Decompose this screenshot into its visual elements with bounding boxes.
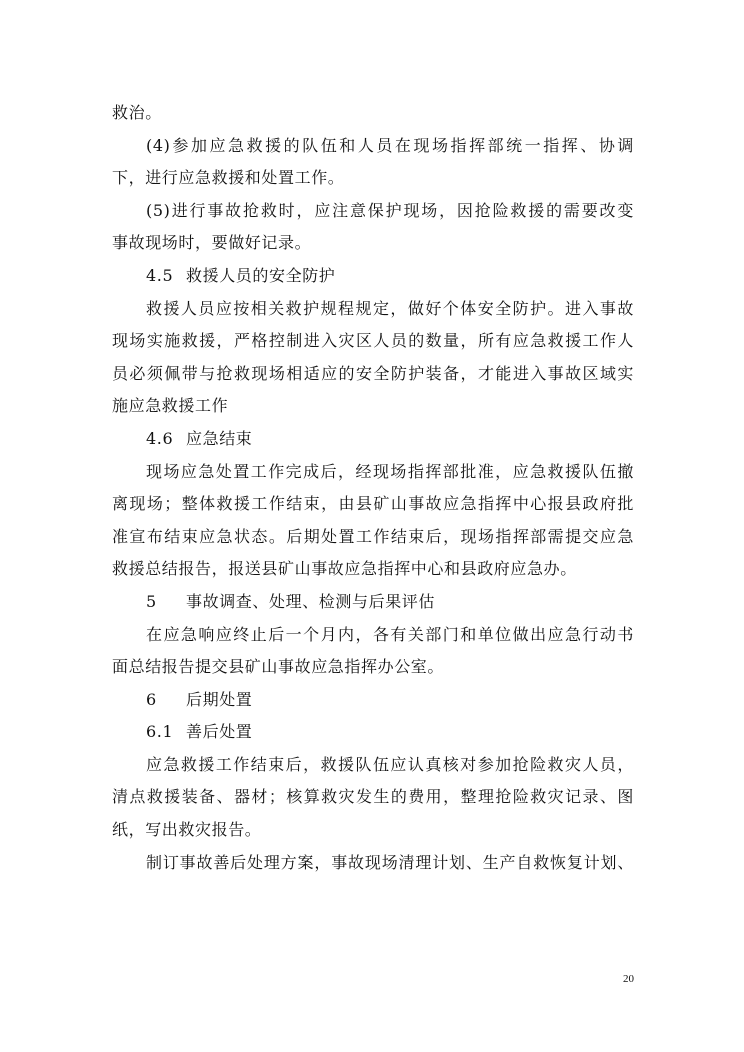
- text-line: 面总结报告提交县矿山事故应急指挥办公室。: [112, 657, 445, 677]
- text-line: 救援总结报告，报送县矿山事故应急指挥中心和县政府应急办。: [112, 559, 577, 579]
- section-heading: [112, 716, 634, 749]
- text-line: 下，进行应急救援和处置工作。: [112, 168, 345, 188]
- section-number: 4.6: [146, 428, 174, 448]
- document-body: [112, 97, 634, 879]
- section-number: 6: [146, 689, 157, 709]
- section-title: 事故调查、处理、检测与后果评估: [186, 591, 436, 611]
- text-line: 准宣布结束应急状态。后期处置工作结束后，现场指挥部需提交应急: [112, 526, 634, 546]
- text-line: 事故现场时，要做好记录。: [112, 233, 312, 253]
- text-line: (5)进行事故抢救时，应注意保护现场，因抢险救援的需要改变: [146, 200, 634, 220]
- text-line: 制订事故善后处理方案，事故现场清理计划、生产自救恢复计划、: [146, 852, 634, 872]
- section-title: 后期处置: [186, 689, 253, 709]
- text-line: 离现场；整体救援工作结束，由县矿山事故应急指挥中心报县政府批: [112, 494, 634, 514]
- text-line: 在应急响应终止后一个月内，各有关部门和单位做出应急行动书: [146, 624, 634, 644]
- section-heading: [112, 586, 634, 619]
- text-line: 现场实施救援，严格控制进入灾区人员的数量，所有应急救援工作人: [112, 331, 634, 351]
- text-line: 应急救援工作结束后，救援队伍应认真核对参加抢险救灾人员，: [146, 754, 634, 774]
- text-line: 现场应急处置工作完成后，经现场指挥部批准，应急救援队伍撤: [146, 461, 634, 481]
- text-line: 纸，写出救灾报告。: [112, 820, 262, 840]
- section-title: 救援人员的安全防护: [186, 265, 336, 285]
- section-heading: [112, 684, 634, 717]
- section-heading: [112, 423, 634, 456]
- text-line: 员必须佩带与抢救现场相适应的安全防护装备，才能进入事故区域实: [112, 363, 634, 383]
- page-number: 20: [623, 973, 634, 985]
- section-number: 6.1: [146, 722, 174, 742]
- text-line: 施应急救援工作: [112, 396, 229, 416]
- text-line: 清点救援装备、器材；核算救灾发生的费用，整理抢险救灾记录、图: [112, 787, 634, 807]
- section-heading: [112, 260, 634, 293]
- section-title: 善后处置: [186, 722, 253, 742]
- section-number: 5: [146, 591, 157, 611]
- text-line: 救援人员应按相关救护规程规定，做好个体安全防护。进入事故: [146, 298, 634, 318]
- section-title: 应急结束: [186, 428, 253, 448]
- text-line: 救治。: [112, 103, 162, 122]
- section-number: 4.5: [146, 265, 174, 285]
- text-line: (4)参加应急救援的队伍和人员在现场指挥部统一指挥、协调: [146, 135, 634, 155]
